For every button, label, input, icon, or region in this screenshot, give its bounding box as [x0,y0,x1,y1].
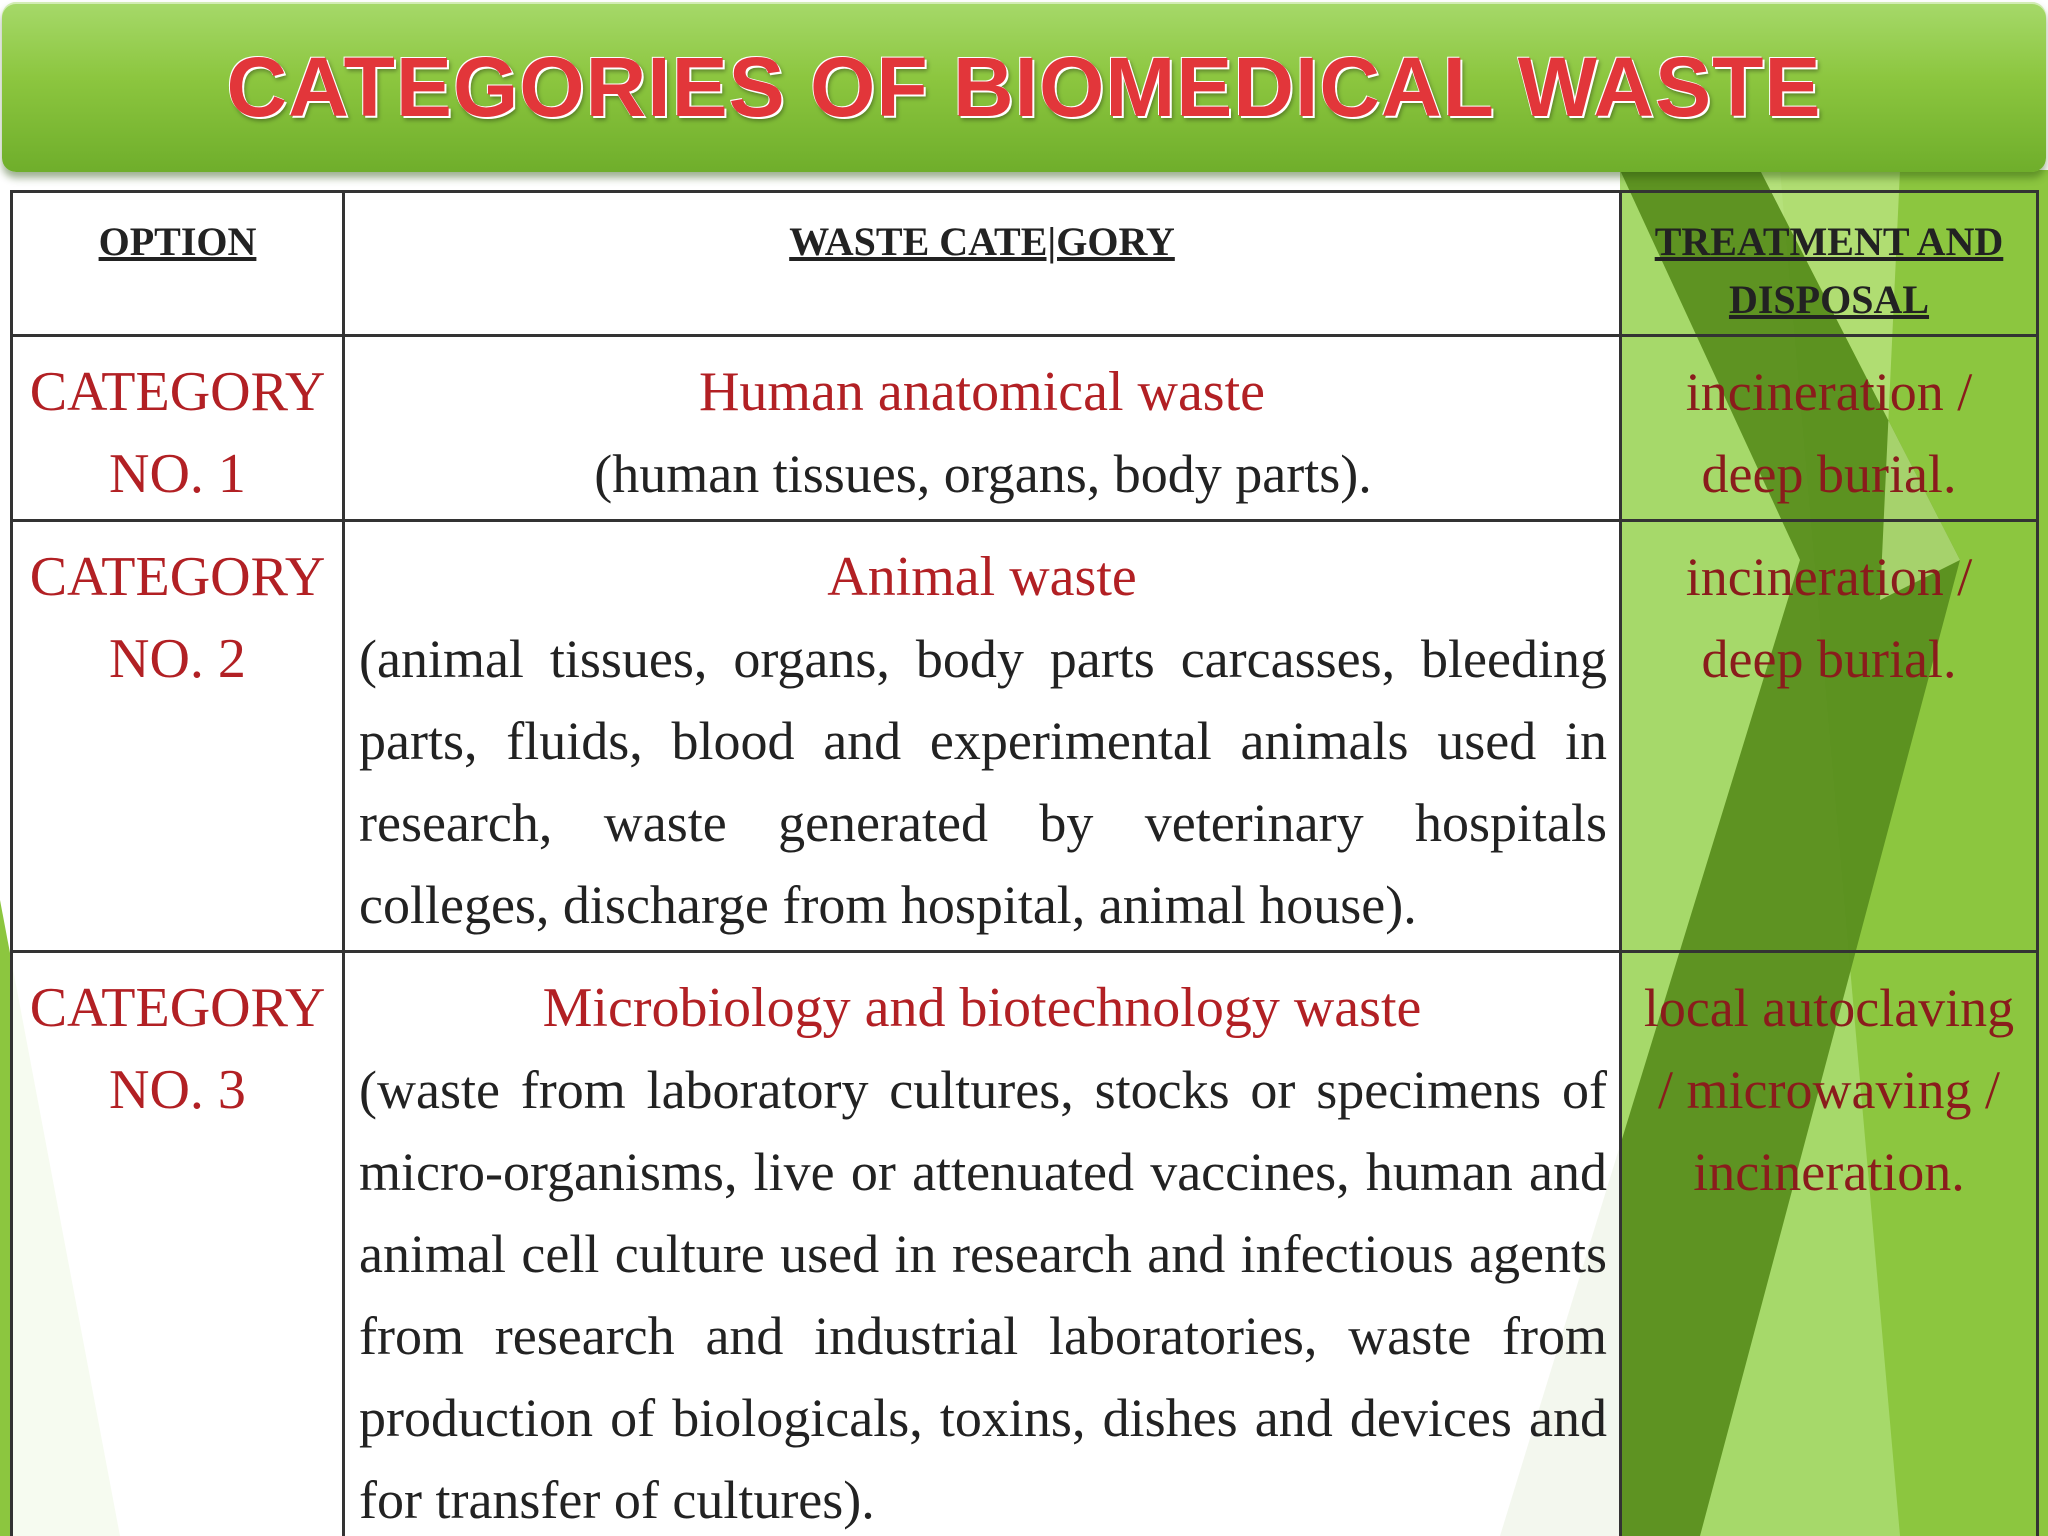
header-waste-category: WASTE CATE|GORY [344,192,1621,336]
waste-category-title: Microbiology and biotechnology waste [542,977,1422,1039]
table-row [12,521,2038,952]
category-number: CATEGORY NO. 2 [29,546,326,690]
table-header-row [12,192,2038,336]
table-row [12,336,2038,521]
treatment-text: incineration / deep burial. [1685,362,1973,504]
waste-category-title: Animal waste [827,546,1137,608]
waste-category-cell [344,952,1621,1536]
waste-category-description: (animal tissues, organs, body parts carcasses, bleeding parts, fluids, blood and experimental animals used in research, waste generated by veterinary hospitals colleges, discharge from hospital, animal house). [359,629,1607,935]
header-treatment-disposal: TREATMENT AND DISPOSAL [1621,192,2038,336]
treatment-text: local autoclaving / microwaving / incineration. [1643,978,2015,1202]
title-bar [2,2,2046,172]
waste-category-table [10,190,2039,1536]
treatment-cell [1621,336,2038,521]
treatment-cell [1621,952,2038,1536]
waste-category-description: (human tissues, organs, body parts). [594,444,1372,504]
table-row [12,952,2038,1536]
waste-category-description: (waste from laboratory cultures, stocks or specimens of micro-organisms, live or attenuated vaccines, human and animal cell culture used in research and infectious agents from research and industrial laboratories, waste from production of biologicals, toxins, dishes and devices and for transfer of cultures). [359,1060,1607,1530]
option-cell [12,952,344,1536]
header-option: OPTION [12,192,344,336]
waste-category-cell [344,336,1621,521]
treatment-cell [1621,521,2038,952]
option-cell [12,336,344,521]
treatment-text: incineration / deep burial. [1685,547,1973,689]
waste-category-cell [344,521,1621,952]
slide-title: CATEGORIES OF BIOMEDICAL WASTE [226,39,1822,134]
category-number: CATEGORY NO. 3 [29,977,326,1121]
table-container [10,190,2036,1536]
option-cell [12,521,344,952]
waste-category-title: Human anatomical waste [698,361,1265,423]
category-number: CATEGORY NO. 1 [29,361,326,505]
